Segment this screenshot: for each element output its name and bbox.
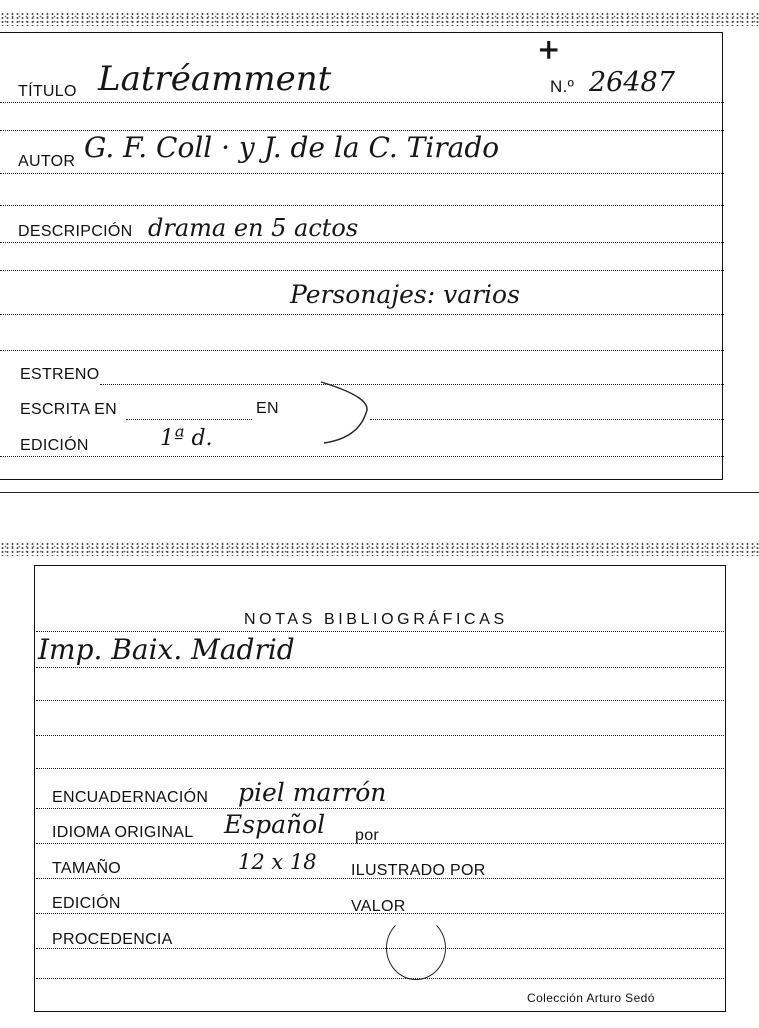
procedencia-label: PROCEDENCIA <box>52 931 173 948</box>
edicion-label: EDICIÓN <box>20 437 89 454</box>
encuadernacion-label: ENCUADERNACIÓN <box>52 789 209 806</box>
card-separator <box>0 492 759 493</box>
edicion-value: 1ª d. <box>160 426 213 451</box>
tamano-label: TAMAÑO <box>52 860 122 877</box>
idioma-label: IDIOMA ORIGINAL <box>52 824 194 841</box>
numero-value: 26487 <box>589 67 675 98</box>
idioma-value: Español <box>224 810 326 839</box>
bottom-card-noise <box>0 542 759 556</box>
autor-label: AUTOR <box>18 153 76 170</box>
edicion-bottom-label: EDICIÓN <box>52 895 121 912</box>
circular-stamp <box>386 916 446 980</box>
descripcion-label: DESCRIPCIÓN <box>18 223 133 240</box>
numero-mark: + <box>537 33 561 66</box>
notas-value: Imp. Baix. Madrid <box>38 633 295 666</box>
encuadernacion-value: piel marrón <box>238 778 387 807</box>
stamp-arc-mark <box>316 378 376 448</box>
descripcion-extra: Personajes: varios <box>290 280 520 309</box>
tamano-value: 12 x 18 <box>238 850 317 874</box>
estreno-label: ESTRENO <box>20 366 100 383</box>
top-card-noise <box>0 12 759 26</box>
numero-label: N.º <box>550 77 575 96</box>
autor-value: G. F. Coll · y J. de la C. Tirado <box>84 131 500 164</box>
ilustrado-por-label: ILUSTRADO POR <box>351 862 486 879</box>
titulo-value: Latréamment <box>98 59 332 99</box>
valor-label: VALOR <box>351 898 406 915</box>
descripcion-value: drama en 5 actos <box>148 214 359 242</box>
notas-heading: NOTAS BIBLIOGRÁFICAS <box>244 611 508 628</box>
por-label: por <box>355 827 380 844</box>
en-label: EN <box>256 400 279 417</box>
escrita-en-label: ESCRITA EN <box>20 401 117 418</box>
coleccion-footer: Colección Arturo Sedó <box>527 991 655 1005</box>
titulo-label: TÍTULO <box>18 83 77 100</box>
